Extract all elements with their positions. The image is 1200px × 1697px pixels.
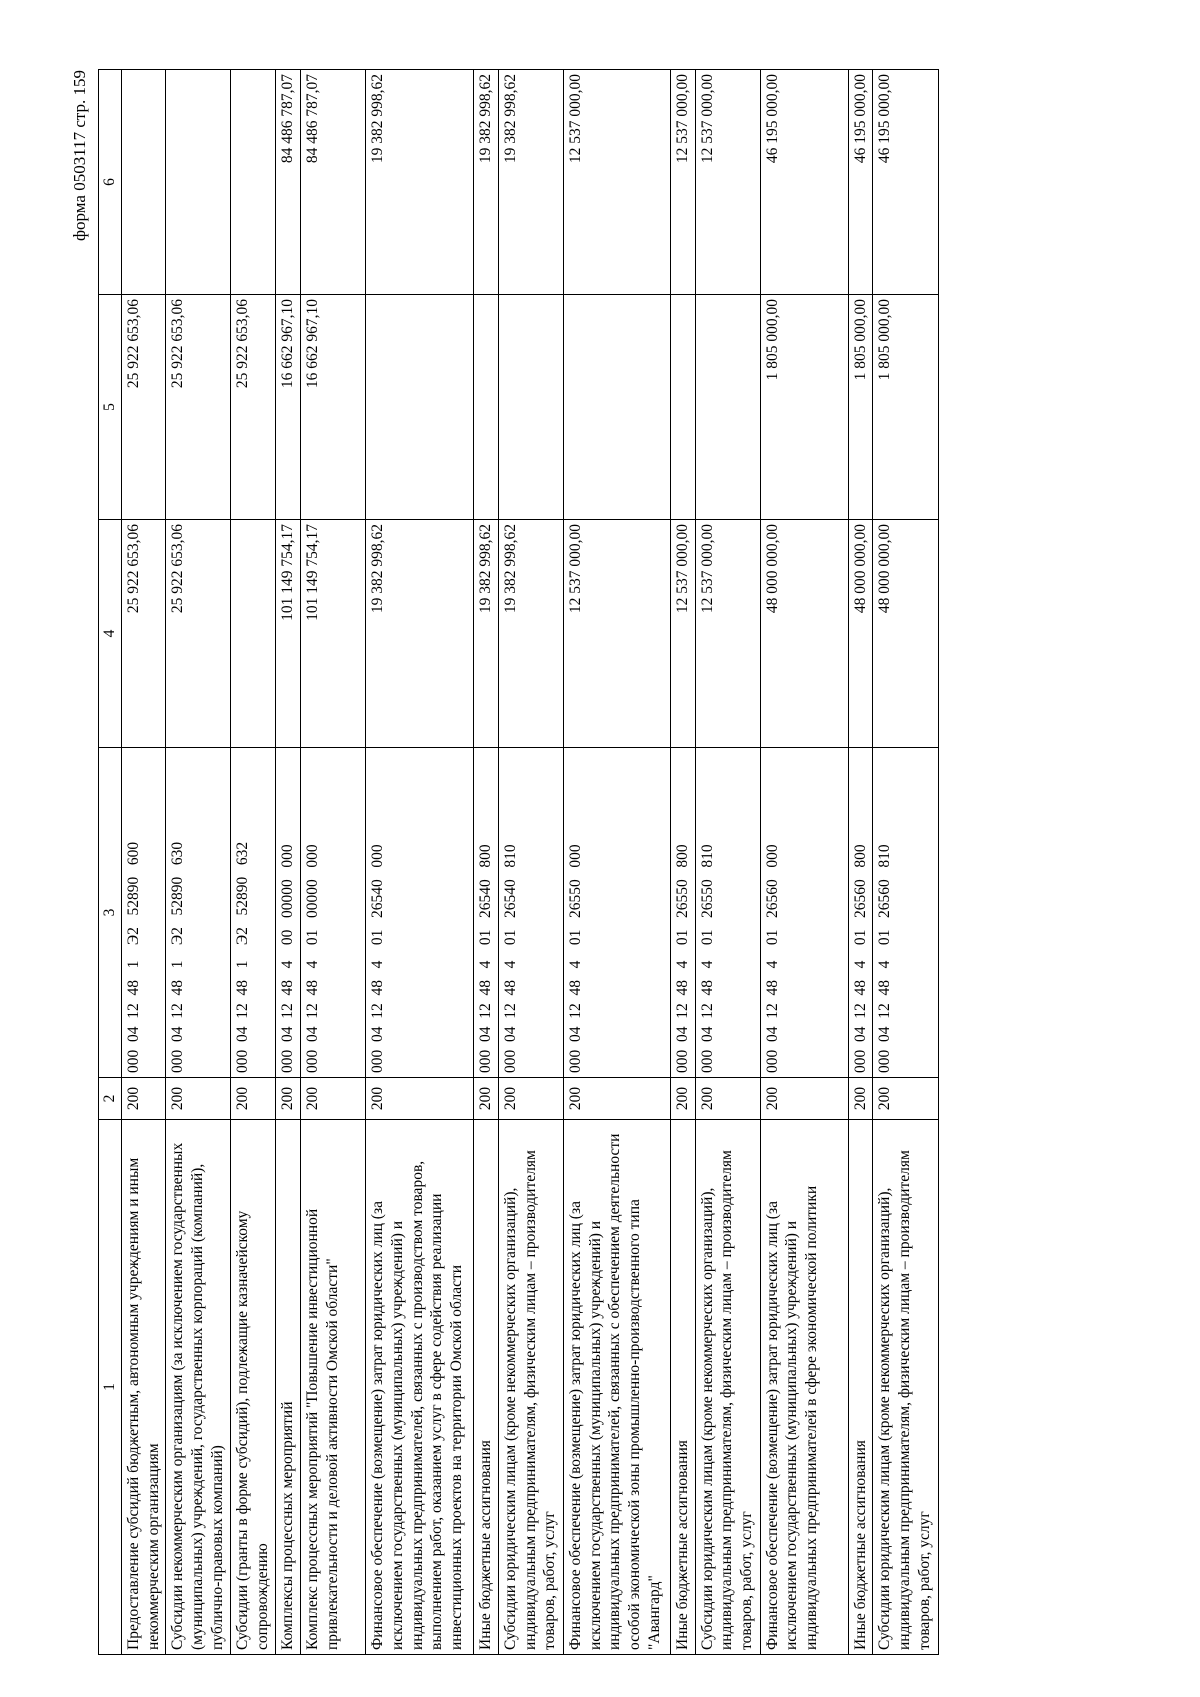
line-code: 200 [695,1078,760,1120]
unexecuted-amount: 12 537 000,00 [670,70,695,295]
table-row [563,70,670,1655]
budget-classification-code: 000 04 12 48 4 01 26560 000 [760,748,848,1078]
unexecuted-amount: 12 537 000,00 [563,70,670,295]
line-code: 200 [848,1078,873,1120]
budget-classification-code: 000 04 12 48 4 01 26540 800 [473,748,498,1078]
row-name: Комплексы процессных мероприятий [276,1120,301,1655]
executed-amount: 25 922 653,06 [231,295,276,520]
executed-amount: 25 922 653,06 [121,295,166,520]
row-name: Финансовое обеспечение (возмещение) затрат юридических лиц (за исключением государственных (муниципальных) учреждений) и индивидуальных предпринимателей, связанных с обеспечением деятельности особой экономической зоны промышленно-производственного типа "Авангард" [563,1120,670,1655]
approved-amount: 19 382 998,62 [365,520,473,748]
budget-classification-code: 000 04 12 48 4 01 26540 000 [365,748,473,1078]
row-name: Иные бюджетные ассигнования [848,1120,873,1655]
table-row [670,70,695,1655]
budget-classification-code: 000 04 12 48 4 01 26540 810 [498,748,563,1078]
executed-amount: 16 662 967,10 [276,295,301,520]
line-code: 200 [231,1078,276,1120]
row-name: Финансовое обеспечение (возмещение) затрат юридических лиц (за исключением государственных (муниципальных) учреждений) и индивидуальных предпринимателей, связанных с производством товаров, выполнением работ, оказанием услуг в сфере содействия реализации инвестиционных проектов на территории Омской области [365,1120,473,1655]
executed-amount [473,295,498,520]
line-code: 200 [873,1078,939,1120]
row-name: Субсидии юридическим лицам (кроме некоммерческих организаций), индивидуальным предпринимателям, физическим лицам – производителям товаров, работ, услуг [498,1120,563,1655]
approved-amount: 25 922 653,06 [121,520,166,748]
budget-classification-code: 000 04 12 48 1 Э2 52890 600 [121,748,166,1078]
executed-amount: 1 805 000,00 [873,295,939,520]
form-reference: форма 0503117 стр. 159 [70,70,89,241]
approved-amount: 101 149 754,17 [300,520,365,748]
approved-amount: 12 537 000,00 [670,520,695,748]
unexecuted-amount: 19 382 998,62 [365,70,473,295]
table-body [121,70,939,1655]
unexecuted-amount: 12 537 000,00 [695,70,760,295]
row-name: Комплекс процессных мероприятий "Повышение инвестиционной привлекательности и деловой активности Омской области" [300,1120,365,1655]
budget-classification-code: 000 04 12 48 4 01 26560 800 [848,748,873,1078]
approved-amount: 12 537 000,00 [563,520,670,748]
table-row [365,70,473,1655]
row-name: Финансовое обеспечение (возмещение) затрат юридических лиц (за исключением государственных (муниципальных) учреждений) и индивидуальных предпринимателей в сфере экономической политики [760,1120,848,1655]
row-name: Субсидии некоммерческим организациям (за исключением государственных (муниципальных) учреждений, государственных корпораций (компаний), публично-правовых компаний) [166,1120,231,1655]
line-code: 200 [670,1078,695,1120]
line-code: 200 [365,1078,473,1120]
approved-amount [231,520,276,748]
unexecuted-amount: 19 382 998,62 [473,70,498,295]
table-row [695,70,760,1655]
line-code: 200 [473,1078,498,1120]
unexecuted-amount: 46 195 000,00 [873,70,939,295]
column-header: 3 [99,748,122,1078]
approved-amount: 12 537 000,00 [695,520,760,748]
row-name: Иные бюджетные ассигнования [670,1120,695,1655]
executed-amount: 1 805 000,00 [760,295,848,520]
approved-amount: 19 382 998,62 [473,520,498,748]
column-header: 6 [99,70,122,295]
executed-amount: 16 662 967,10 [300,295,365,520]
line-code: 200 [498,1078,563,1120]
table-row [166,70,231,1655]
unexecuted-amount: 46 195 000,00 [760,70,848,295]
unexecuted-amount [166,70,231,295]
budget-classification-code: 000 04 12 48 4 01 26550 810 [695,748,760,1078]
table-row [121,70,166,1655]
row-name: Иные бюджетные ассигнования [473,1120,498,1655]
executed-amount [498,295,563,520]
executed-amount [563,295,670,520]
row-name: Субсидии юридическим лицам (кроме некоммерческих организаций), индивидуальным предпринимателям, физическим лицам – производителям товаров, работ, услуг [695,1120,760,1655]
column-header: 5 [99,295,122,520]
budget-classification-code: 000 04 12 48 4 01 26550 000 [563,748,670,1078]
line-code: 200 [760,1078,848,1120]
column-header: 1 [99,1120,122,1655]
budget-classification-code: 000 04 12 48 1 Э2 52890 630 [166,748,231,1078]
line-code: 200 [276,1078,301,1120]
executed-amount: 1 805 000,00 [848,295,873,520]
executed-amount [695,295,760,520]
column-header: 2 [99,1078,122,1120]
table-row [848,70,873,1655]
unexecuted-amount: 46 195 000,00 [848,70,873,295]
executed-amount [670,295,695,520]
table-row [873,70,939,1655]
table-row [300,70,365,1655]
approved-amount: 25 922 653,06 [166,520,231,748]
column-number-row [99,70,122,1655]
report-sheet [60,70,1070,1655]
budget-classification-code: 000 04 12 48 4 00 00000 000 [276,748,301,1078]
approved-amount: 48 000 000,00 [848,520,873,748]
approved-amount: 48 000 000,00 [873,520,939,748]
line-code: 200 [121,1078,166,1120]
row-name: Субсидии юридическим лицам (кроме некоммерческих организаций), индивидуальным предпринимателям, физическим лицам – производителям товаров, работ, услуг [873,1120,939,1655]
row-name: Предоставление субсидий бюджетным, автономным учреждениям и иным некоммерческим организациям [121,1120,166,1655]
approved-amount: 101 149 754,17 [276,520,301,748]
table-row [760,70,848,1655]
executed-amount: 25 922 653,06 [166,295,231,520]
unexecuted-amount [121,70,166,295]
table-row [473,70,498,1655]
budget-classification-code: 000 04 12 48 4 01 00000 000 [300,748,365,1078]
unexecuted-amount: 19 382 998,62 [498,70,563,295]
column-header: 4 [99,520,122,748]
line-code: 200 [300,1078,365,1120]
table-row [276,70,301,1655]
budget-classification-code: 000 04 12 48 4 01 26550 800 [670,748,695,1078]
table-row [498,70,563,1655]
unexecuted-amount [231,70,276,295]
unexecuted-amount: 84 486 787,07 [300,70,365,295]
budget-classification-code: 000 04 12 48 4 01 26560 810 [873,748,939,1078]
line-code: 200 [166,1078,231,1120]
row-name: Субсидии (гранты в форме субсидий), подлежащие казначейскому сопровождению [231,1120,276,1655]
approved-amount: 19 382 998,62 [498,520,563,748]
approved-amount: 48 000 000,00 [760,520,848,748]
line-code: 200 [563,1078,670,1120]
executed-amount [365,295,473,520]
table-row [231,70,276,1655]
budget-classification-code: 000 04 12 48 1 Э2 52890 632 [231,748,276,1078]
budget-table [98,69,939,1655]
unexecuted-amount: 84 486 787,07 [276,70,301,295]
